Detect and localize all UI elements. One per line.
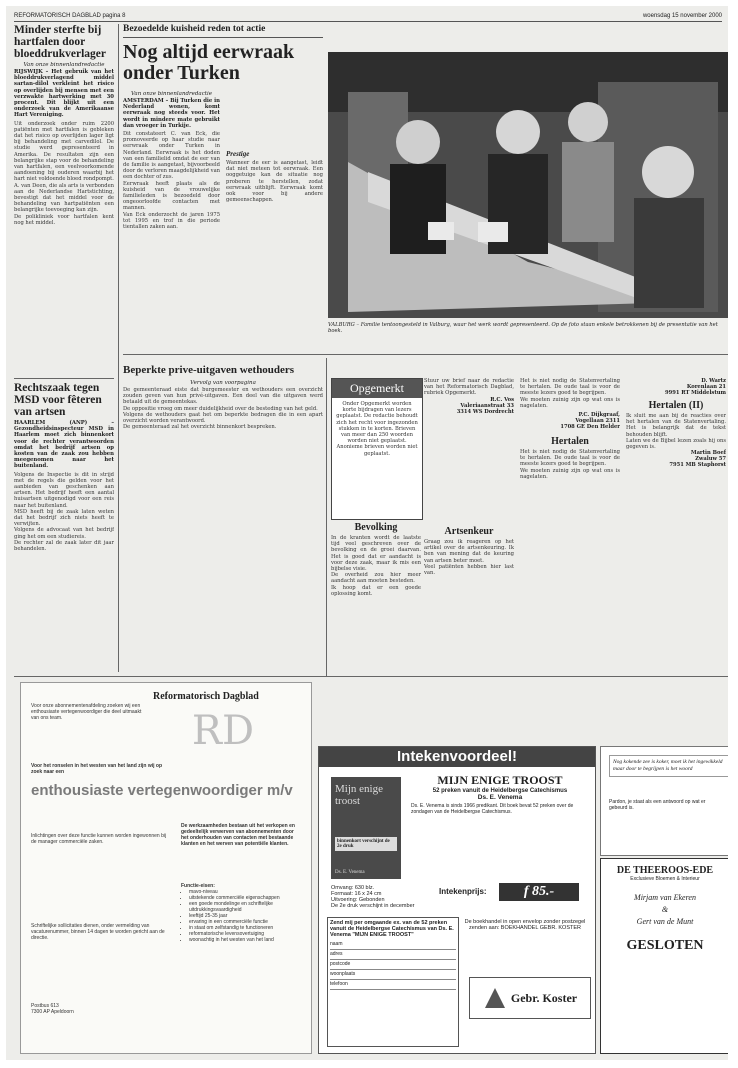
ad-person: Gert van de Munt: [636, 917, 694, 926]
letter-signature: P.C. Dijkgraaf, Vogellaan 2311 1708 GE Den Helder: [560, 412, 620, 431]
article-byline: Van onze binnenlandredactie: [23, 62, 105, 68]
letter-intro: Het is niet nodig de Statenvertaling te hertalen. De oude taal is voor de meeste lezers goed te begrijpen. We moeten zuinig zijn op wat ons is nagelaten.: [520, 378, 620, 409]
ad-quote: Nog kokende zee is koker, moet ik het ingewikkeld maar door te begrijpen is het woord: [609, 755, 728, 777]
article-lead: AMSTERDAM – Bij Turken die in Nederland wonen, komt eerwraak nog steeds voor. Het wordt in mindere mate gebruikt dan vroeger in Turkije.: [123, 98, 220, 129]
book-price: f 85.-: [499, 883, 579, 901]
letter-hertalen-2: [626, 378, 726, 672]
article-eerwraak: [123, 24, 323, 346]
book-specs: [331, 885, 431, 909]
article-prive-uitgaven: [123, 358, 323, 676]
letter-title: Hertalen: [551, 436, 589, 448]
section-divider: [123, 354, 728, 355]
ad-address: Postbus 613 7300 AP Apeldoorn: [31, 1003, 74, 1015]
svg-text:RD: RD: [191, 708, 255, 752]
book-ad: [318, 746, 596, 1054]
theeroos-ad: [600, 858, 728, 1054]
form-field[interactable]: postcode: [330, 960, 456, 970]
article-body: Uit onderzoek onder ruim 2200 patiënten met hartfalen is gebleken dat het risico op overlijden lager ligt bij behandeling met carvedilol. De studie werd gepresenteerd in Amerika. De resultaten zijn een belangrijke stap voor de behandeling van hartfalen, een veelvoorkomende aandoening bij ouderen waarbij het hart niet voldoende bloed rondpompt. A. van Deen, die als arts is verbonden aan de Nederlandse Hartstichting, bevestigt dat het middel voor de behandeling van hartpatiënten een belangrijke toevoeging kan zijn. De polikliniek voor hartfalen kent nog het middel.: [14, 120, 114, 226]
section-divider: [14, 676, 728, 677]
letter-body: Stuur uw brief naar de redactie van het Reformatorisch Dagblad, rubriek Opgemerkt.: [424, 378, 514, 397]
book-description: Ds. E. Venema is sinds 1966 predikant. Dit boek bevat 52 preken over de zondagen van de Heidelbergse Catechismus.: [411, 803, 574, 815]
header-right: woensdag 15 november 2000: [642, 13, 722, 19]
letter-title: Artsenkeur: [444, 526, 494, 537]
shop-name: Gebr. Koster: [510, 990, 578, 1005]
ad-requirement: • leeftijd 25-35 jaar: [189, 913, 301, 919]
book-cover: [331, 777, 401, 879]
form-field[interactable]: woonplaats: [330, 970, 456, 980]
letter-body: Ik sluit me aan bij de reacties over het hertalen van de Statenvertaling. Het is belangrijk dat de tekst behouden blijft. Laten we de Bijbel lezen zoals hij ons gegeven is.: [626, 413, 726, 451]
book-spec: Formaat: 16 x 24 cm: [331, 891, 382, 897]
column-divider: [14, 378, 114, 379]
ad-banner: Intekenvoordeel!: [319, 747, 595, 767]
gk-logo-icon: [483, 986, 507, 1010]
article-kicker: Bezoedelde kuisheid reden tot actie: [123, 24, 323, 38]
ad-requirement: • uitstekende commerciële eigenschappen: [189, 895, 301, 901]
ad-contact: Inlichtingen over deze functie kunnen worden ingewonnen bij de manager commerciële zaken.: [31, 833, 167, 845]
vacancy-ad: [20, 682, 312, 1054]
photo-caption: VALBURG – Familie tentoongesteld in Valburg, waar het werk wordt gepresenteerd. Op de foto staan enkele betrokkenen bij de presentatie van het boek.: [328, 322, 718, 334]
column-divider: [118, 24, 119, 672]
article-byline: Van onze binnenlandredactie: [130, 91, 213, 97]
letter-signature: D. Wartz Korenlaan 21 9991 RT Middelstum: [665, 378, 726, 396]
order-form-text: Zend mij per omgaande ex. van de 52 preken vanuit de Heidelbergse Catechismus van Ds. E. Venema "MIJN ENIGE TROOST": [330, 920, 454, 938]
ad-requirement: • reformatorische levensovertuiging: [189, 931, 301, 937]
opgemerkt-continued: [424, 378, 514, 508]
opgemerkt-body: Onder Opgemerkt worden korte bijdragen van lezers geplaatst. De redactie behoudt zich het recht voor ingezonden stukken in te korten. Brieven van meer dan 250 woorden worden niet geplaatst. Anonieme brieven worden niet geplaatst.: [336, 401, 418, 457]
letter-signature: R.C. Vos Valeriaanstraat 33 3314 WS Dordrecht: [456, 396, 514, 415]
letter-body: In de kranten wordt de laatste tijd veel geschreven over de bevolking en de groei daarvan. Het is goed dat er aandacht is voor deze zaak, maar ik mis een bijbelse visie. De overheid zou hier meer aandacht aan moeten besteden. Ik hoop dat er een goede oplossing komt.: [331, 535, 421, 597]
ad-apply: Schriftelijke sollicitaties dienen, onder vermelding van vacaturenummer, binnen 14 dagen te worden gericht aan de directie.: [31, 923, 165, 941]
ad-requirement: • ervaring in een commerciële functie: [189, 919, 301, 925]
article-subhead: Prestige: [226, 150, 250, 158]
ad-call: Voor het ronselen in het westen van het land zijn wij op zoek naar een: [31, 763, 163, 775]
ad-requirement: • een goede mondelinge en schriftelijke uitdrukkingsvaardigheid: [189, 901, 301, 913]
article-byline: Vervolg van voorpagina: [190, 380, 256, 386]
ad-status: GESLOTEN: [626, 938, 704, 953]
ad-brand: DE THEEROOS-EDE: [616, 865, 714, 876]
article-lead: RIJSWIJK – Het gebruik van het bloeddrukverlagend middel sartan-dilol verkleint het risico op overlijden bij mensen met een verzwakte hartwerking met 30 procent. Dit blijkt uit een onderzoek van de Amerikaanse Hart Vereniging.: [14, 69, 114, 119]
quote-ad: [600, 746, 728, 856]
ad-description: De werkzaamheden bestaan uit het verkopen en gedeeltelijk verwerven van abonnementen door het onderhouden van contacten met bestaande klanten en het werven van potentiële klanten.: [181, 823, 295, 847]
letter-signature: Martin Boef Zwaluw 57 7951 MB Staphorst: [669, 450, 726, 469]
book-spec: Omvang: 630 blz.: [331, 885, 375, 891]
ad-person: &: [661, 905, 669, 914]
article-body: Dit constateert C. van Eck, die promoveerde op haar studie naar eerwraak onder Turken in Nederland. Eerwraak is het doden van een familielid omdat de eer van de familie is aangetast, bijvoorbeeld door de verloren maagdelijkheid van een dochter of zus. Eerwraak heeft plaats als de kuisheid van de vrouwelijke familieleden is bezoedeld door ongeoorloofde contacten met mannen. Van Eck onderzocht de jaren 1975 tot 1995 en trof in die periode tientallen zaken aan.: [123, 131, 220, 231]
ad-quote-text: Pardon, je staat als een antwoord op wat er gebeurd is.: [609, 799, 706, 811]
letter-body: Graag zou ik reageren op het artikel over de artsenkeuring. Ik ben van mening dat de keuring van artsen beter moet. Veel patiënten hebben hier last van.: [424, 539, 514, 577]
letter-title: Hertalen (II): [648, 400, 704, 411]
ad-requirement: • woonachtig in het westen van het land: [189, 937, 301, 943]
letter-body: Het is niet nodig de Statenvertaling te hertalen. De oude taal is voor de meeste lezers goed te begrijpen. We moeten zuinig zijn op wat ons is nagelaten.: [520, 449, 620, 480]
ad-persons: [601, 892, 728, 928]
column-divider: [326, 358, 327, 676]
header-left: REFORMATORISCH DAGBLAD pagina 8: [14, 13, 126, 19]
shop-info: De boekhandel in open envelop zonder postzegel zenden aan: BOEKHANDEL GEBR. KOSTER: [464, 919, 586, 931]
ad-intro: Voor onze abonnementenafdeling zoeken wij een enthousiaste vertegenwoordiger die deel uitmaakt van ons team.: [31, 703, 142, 721]
article-title: Minder sterfte bij hartfalen door bloeddrukverlager: [14, 24, 106, 60]
book-cover-title: Mijn enige troost: [335, 783, 383, 807]
book-spec: De 2e druk verschijnt in december: [331, 903, 415, 909]
letter-title: Bevolking: [354, 522, 398, 533]
article-body-2: Wanneer de eer is aangetast, leidt dat niet meteen tot eerwraak. Een ooggetuige kan de situatie nog proberen te herstellen, zodat eerwraak uitblijft. Eerwraak komt ook voor bij andere gemeenschappen.: [226, 160, 323, 204]
form-field[interactable]: telefoon: [330, 980, 456, 990]
article-body: Volgens de Inspectie is dit in strijd met de regels die gelden voor het aanbieden van geschenken aan artsen. Het bedrijf heeft een aantal huisartsen uitgenodigd voor een reis naar het buitenland. MSD heeft bij de zaak laten weten dat het bedrijf zich niets heeft te verwijten. Volgens de advocaat van het bedrijf ging het om een studiereis. De rechter zal de zaak later dit jaar behandelen.: [14, 471, 114, 553]
ad-person: Mirjam van Ekeren: [634, 893, 696, 902]
article-body: De gemeenteraad eiste dat burgemeester en wethouders een overzicht zouden geven van hun privé-uitgaven. Een deel van die uitgaven werd betaald uit de gemeentekas. De oppositie vroeg om meer duidelijkheid over de besteding van het geld. Volgens de wethouders gaat het om beperkte bedragen die in een apart overzicht worden verantwoord. De gemeenteraad zal het overzicht binnenkort bespreken.: [123, 387, 323, 431]
opgemerkt-title: Opgemerkt: [332, 379, 422, 398]
order-form-fields: [328, 940, 458, 990]
article-msd: [14, 382, 114, 672]
book-cover-badge: binnenkort verschijnt de 2e druk: [335, 837, 397, 851]
book-title: MIJN ENIGE TROOST: [437, 773, 563, 787]
letter-artsenkeur: [424, 526, 514, 672]
ad-headline: enthousiaste vertegenwoordiger m/v: [31, 782, 293, 799]
ad-brand: Reformatorisch Dagblad: [153, 691, 259, 702]
ad-requirements-title: Functie-eisen:: [181, 883, 215, 889]
article-hartfalen: [14, 24, 114, 374]
book-cover-author: Ds. E. Venema: [335, 870, 365, 875]
form-field[interactable]: adres: [330, 950, 456, 960]
newspaper-page: [6, 6, 728, 1060]
order-form: [327, 917, 459, 1047]
shop-logo: [469, 977, 591, 1019]
news-photo: [328, 52, 728, 318]
ad-requirements-list: [181, 889, 301, 943]
page-header: [14, 12, 722, 22]
photo-image: [328, 52, 728, 318]
logo-watermark-icon: [153, 702, 293, 752]
opgemerkt-box: [331, 378, 423, 520]
ad-requirement: • mavo-niveau: [189, 889, 301, 895]
price-label: Intekenprijs:: [439, 887, 487, 896]
book-subtitle: 52 preken vanuit de Heidelbergse Catechismus: [432, 788, 568, 794]
article-headline: Nog altijd eerwraak onder Turken: [123, 41, 295, 84]
book-spec: Uitvoering: Gebonden: [331, 897, 385, 903]
article-title: Beperkte prive-uitgaven wethouders: [123, 364, 295, 376]
ad-requirement: • in staat om zelfstandig te functioneren: [189, 925, 301, 931]
article-lead: HAARLEM (ANP) – Gezondheidsinspecteur MSD in Haarlem moet zich binnenkort voor de rechter verantwoorden omdat het bedrijf artsen op kosten van de zaak zou hebben meegenomen naar het buitenland.: [14, 420, 114, 470]
letter-hertalen: [520, 378, 620, 672]
article-title: Rechtszaak tegen MSD voor fêteren van artsen: [14, 382, 102, 418]
book-author: Ds. E. Venema: [477, 794, 523, 801]
letter-bevolking: [331, 522, 421, 672]
ad-tagline: Exclusieve Bloemen & Interieur: [630, 876, 700, 882]
form-field[interactable]: naam: [330, 940, 456, 950]
